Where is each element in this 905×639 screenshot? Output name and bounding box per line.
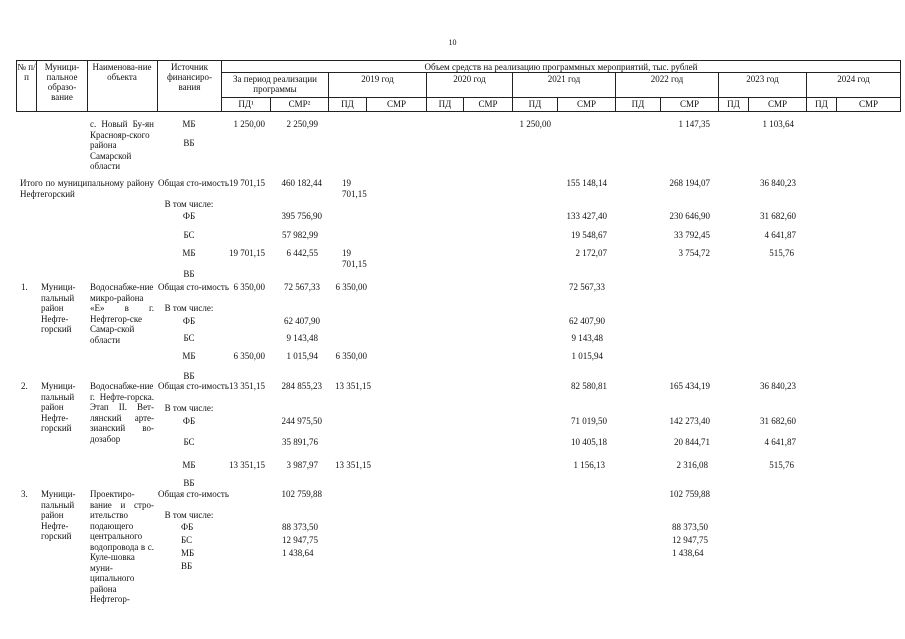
- header-smr-2019: СМР: [386, 99, 406, 109]
- smr-total-value: 57 982,99: [282, 230, 318, 240]
- pd-2019-value: 19 701,15: [342, 248, 367, 269]
- source-label: БС: [183, 437, 195, 447]
- header-year-2020: 2020 год: [453, 74, 486, 84]
- smr-total-value: 1 015,94: [286, 351, 318, 361]
- smr-total-value: 72 567,33: [284, 282, 320, 292]
- smr-2022-value: 3 754,72: [678, 248, 710, 258]
- source-label: Общая сто-имость: [158, 489, 229, 499]
- header-pd-2020: ПД: [438, 99, 452, 109]
- source-label: ВБ: [183, 138, 195, 148]
- source-label: ФБ: [182, 211, 196, 221]
- object-name: Водоснабже-ние микро-района «Е» в г. Нефтегор-ске Самар-ской области: [90, 282, 154, 345]
- smr-2023-value: 515,76: [769, 248, 794, 258]
- header-smr-total: СМР²: [288, 99, 311, 109]
- smr-2021-value: 19 548,67: [571, 230, 607, 240]
- source-label: Общая сто-имость: [158, 381, 229, 391]
- smr-total-value: 9 143,48: [286, 333, 318, 343]
- row-number: 3.: [21, 489, 28, 499]
- header-smr-2022: СМР: [679, 99, 699, 109]
- smr-2022-value: 2 316,08: [676, 460, 708, 470]
- pd-total-value: 19 701,15: [229, 248, 265, 258]
- source-label: ВБ: [183, 478, 195, 488]
- smr-2022-value: 12 947,75: [672, 535, 708, 545]
- header-divider-1: [221, 72, 901, 73]
- pd-2019-value: 6 350,00: [335, 282, 367, 292]
- smr-total-value: 1 438,64: [282, 548, 314, 558]
- header-period: За период реализации программы: [233, 74, 317, 94]
- smr-2021-value: 62 407,90: [569, 316, 605, 326]
- smr-2022-value: 1 147,35: [678, 119, 710, 129]
- header-smr-2021: СМР: [576, 99, 596, 109]
- smr-total-value: 395 756,90: [281, 211, 322, 221]
- smr-2023-value: 4 641,87: [764, 230, 796, 240]
- smr-total-value: 62 407,90: [284, 316, 320, 326]
- smr-2022-value: 165 434,19: [669, 381, 710, 391]
- header-smr-2024: СМР: [858, 99, 878, 109]
- source-label: МБ: [182, 248, 196, 258]
- pd-total-value: 19 701,15: [229, 178, 265, 188]
- source-label: В том числе:: [164, 199, 214, 209]
- object-name: Водоснабже-ние г. Нефте-горска. Этап II. Вет-лянский арте-зианский во-дозабор: [90, 381, 154, 444]
- source-label: ВБ: [183, 371, 195, 381]
- header-year-2019: 2019 год: [361, 74, 394, 84]
- header-divider-2: [221, 97, 901, 98]
- pd-total-value: 6 350,00: [233, 282, 265, 292]
- total-district-label: Итого по муниципальному району Нефтегорский: [20, 178, 154, 199]
- source-label: МБ: [181, 548, 195, 558]
- header-year-2021: 2021 год: [547, 74, 581, 84]
- source-label: ФБ: [181, 522, 194, 532]
- row-number: 2.: [21, 381, 28, 391]
- header-pd-2023: ПД: [727, 99, 740, 109]
- smr-2021-value: 82 580,81: [571, 381, 607, 391]
- header-pd-2024: ПД: [815, 99, 828, 109]
- source-label: ФБ: [182, 316, 196, 326]
- source-label: БС: [181, 535, 193, 545]
- smr-2021-value: 133 427,40: [566, 211, 607, 221]
- header-year-2022: 2022 год: [650, 74, 684, 84]
- smr-2023-value: 31 682,60: [760, 416, 796, 426]
- smr-2023-value: 515,76: [769, 460, 794, 470]
- smr-2023-value: 36 840,23: [760, 178, 796, 188]
- header-year-2024: 2024 год: [837, 74, 870, 84]
- source-label: ФБ: [182, 416, 196, 426]
- pd-2019-value: 6 350,00: [335, 351, 367, 361]
- municipality-name: Муници-пальный район Нефте-горский: [41, 489, 76, 541]
- source-label: ВБ: [183, 269, 195, 279]
- smr-2021-value: 2 172,07: [575, 248, 607, 258]
- smr-total-value: 460 182,44: [281, 178, 322, 188]
- source-label: В том числе:: [164, 510, 214, 520]
- source-label: МБ: [182, 119, 196, 129]
- smr-total-value: 88 373,50: [282, 522, 318, 532]
- smr-2023-value: 36 840,23: [760, 381, 796, 391]
- header-pd-2021: ПД: [528, 99, 542, 109]
- pd-total-value: 1 250,00: [233, 119, 265, 129]
- pd-2019-value: 13 351,15: [335, 381, 371, 391]
- smr-total-value: 12 947,75: [282, 535, 318, 545]
- page-number: 10: [448, 38, 457, 47]
- header-year-2023: 2023 год: [746, 74, 779, 84]
- header-smr-2020: СМР: [478, 99, 498, 109]
- municipality-name: Муници-пальный район Нефте-горский: [41, 282, 76, 334]
- smr-2022-value: 102 759,88: [669, 489, 710, 499]
- smr-2021-value: 71 019,50: [571, 416, 607, 426]
- smr-2022-value: 1 438,64: [672, 548, 704, 558]
- pd-2019-value: 19 701,15: [342, 178, 367, 199]
- object-name: с. Новый Бу-ян Краснояр-ского района Самарской области: [90, 119, 154, 171]
- smr-2021-value: 9 143,48: [571, 333, 603, 343]
- source-label: В том числе:: [164, 303, 214, 313]
- smr-total-value: 102 759,88: [281, 489, 322, 499]
- pd-total-value: 6 350,00: [233, 351, 265, 361]
- header-smr-2023: СМР: [767, 99, 787, 109]
- source-label: Общая сто-имость: [158, 178, 229, 188]
- source-label: В том числе:: [164, 403, 214, 413]
- smr-2021-value: 1 015,94: [571, 351, 603, 361]
- header-pd-total: ПД¹: [238, 99, 254, 109]
- col-line-11: [900, 60, 901, 112]
- smr-total-value: 6 442,55: [286, 248, 318, 258]
- header-source: Источник финансиро-вания: [166, 62, 213, 92]
- pd-total-value: 13 351,15: [229, 381, 265, 391]
- col-line-1: [36, 60, 37, 112]
- smr-total-value: 35 891,76: [282, 437, 318, 447]
- smr-2022-value: 20 844,71: [674, 437, 710, 447]
- source-label: БС: [183, 230, 195, 240]
- header-volume: Объем средств на реализацию программных мероприятий, тыс. рублей: [424, 62, 698, 72]
- header-pd-2022: ПД: [631, 99, 645, 109]
- smr-2021-value: 155 148,14: [566, 178, 607, 188]
- header-no: № п/п: [17, 62, 36, 82]
- smr-2021-value: 72 567,33: [569, 282, 605, 292]
- object-name: Проектиро-вание и стро-ительство подающего центрального водопровода в с. Куле-шовка муни-ципального района Нефтегор-: [90, 489, 154, 604]
- smr-total-value: 3 987,97: [286, 460, 318, 470]
- smr-2021-value: 1 156,13: [573, 460, 605, 470]
- row-number: 1.: [21, 282, 28, 292]
- pd-2021-value: 1 250,00: [519, 119, 551, 129]
- smr-2023-value: 31 682,60: [760, 211, 796, 221]
- smr-2023-value: 1 103,64: [762, 119, 794, 129]
- pd-2019-value: 13 351,15: [335, 460, 371, 470]
- source-label: Общая сто-имость: [158, 282, 229, 292]
- smr-total-value: 2 250,99: [286, 119, 318, 129]
- source-label: МБ: [182, 351, 196, 361]
- smr-total-value: 244 975,50: [281, 416, 322, 426]
- smr-2022-value: 88 373,50: [672, 522, 708, 532]
- table-top-border: [16, 60, 901, 61]
- col-line-2: [87, 60, 88, 112]
- source-label: ВБ: [181, 561, 193, 571]
- smr-2023-value: 4 641,87: [764, 437, 796, 447]
- smr-2022-value: 33 792,45: [674, 230, 710, 240]
- col-line-3: [157, 60, 158, 112]
- header-pd-2019: ПД: [341, 99, 354, 109]
- header-municipality: Муници-пальное образо-вание: [44, 62, 80, 102]
- smr-2021-value: 10 405,18: [571, 437, 607, 447]
- source-label: МБ: [182, 460, 196, 470]
- header-object: Наименова-ние объекта: [92, 62, 152, 82]
- smr-2022-value: 268 194,07: [669, 178, 710, 188]
- smr-total-value: 284 855,23: [281, 381, 322, 391]
- smr-2022-value: 230 646,90: [669, 211, 710, 221]
- smr-2022-value: 142 273,40: [669, 416, 710, 426]
- municipality-name: Муници-пальный район Нефте-горский: [41, 381, 76, 433]
- pd-total-value: 13 351,15: [229, 460, 265, 470]
- source-label: БС: [183, 333, 195, 343]
- header-bottom-border: [16, 111, 901, 112]
